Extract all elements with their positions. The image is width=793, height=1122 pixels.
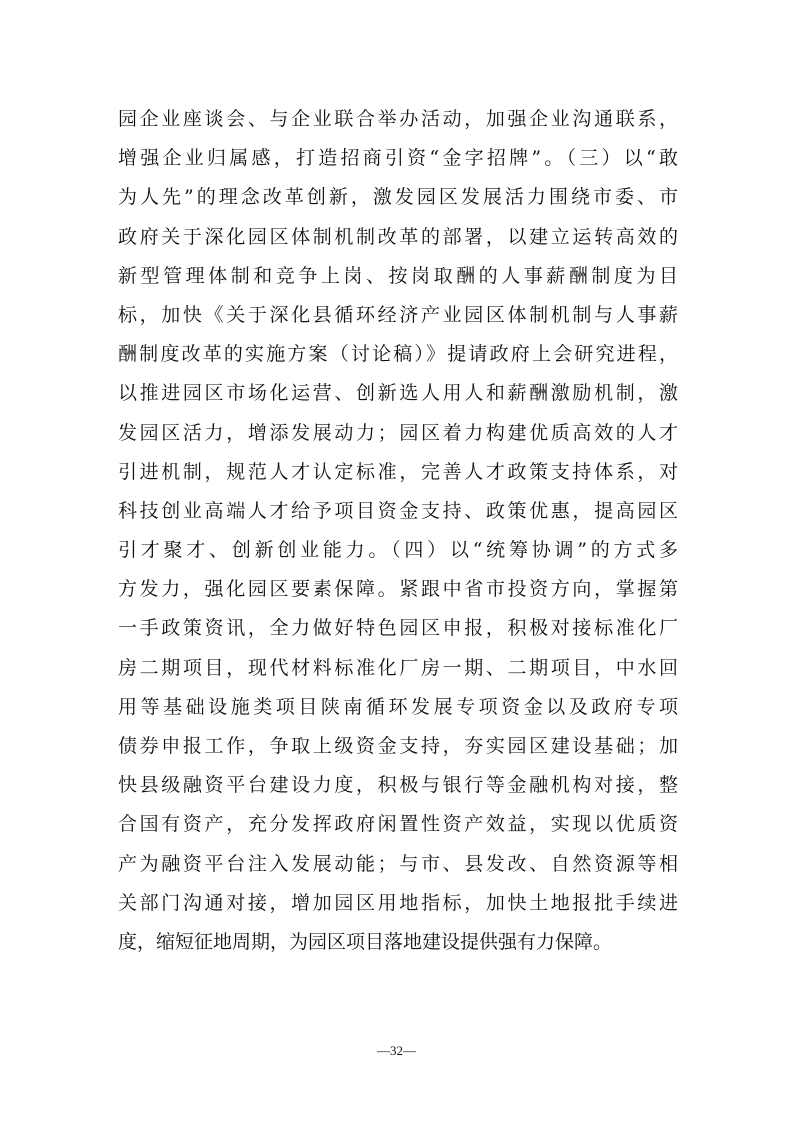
text-line: 方发力，强化园区要素保障。紧跟中省市投资方向，掌握第	[118, 578, 678, 601]
text-line: 新型管理体制和竞争上岗、按岗取酬的人事薪酬制度为目	[118, 264, 678, 287]
text-line: 科技创业高端人才给予项目资金支持、政策优惠，提高园区	[118, 499, 678, 522]
text-line: 关部门沟通对接，增加园区用地指标，加快土地报批手续进	[118, 891, 678, 914]
body-paragraph	[118, 100, 678, 962]
text-line: 用等基础设施类项目陕南循环发展专项资金以及政府专项	[118, 695, 678, 718]
text-line: 合国有资产，充分发挥政府闲置性资产效益，实现以优质资	[118, 813, 678, 836]
text-line: 发园区活力，增添发展动力；园区着力构建优质高效的人才	[118, 421, 678, 444]
text-line: 快县级融资平台建设力度，积极与银行等金融机构对接，整	[118, 774, 678, 797]
text-line: 度，缩短征地周期，为园区项目落地建设提供强有力保障。	[118, 930, 613, 953]
text-line: 政府关于深化园区体制机制改革的部署，以建立运转高效的	[118, 225, 678, 248]
text-line: 标，加快《关于深化县循环经济产业园区体制机制与人事薪	[118, 303, 678, 326]
text-line: 债券申报工作，争取上级资金支持，夯实园区建设基础；加	[118, 735, 678, 757]
text-line: 酬制度改革的实施方案（讨论稿）》提请政府上会研究进程，	[118, 343, 678, 366]
text-line: 引进机制，规范人才认定标准，完善人才政策支持体系，对	[118, 460, 678, 483]
text-line: 引才聚才、创新创业能力。（四）以“统筹协调”的方式多	[118, 539, 678, 562]
text-line: 园企业座谈会、与企业联合举办活动，加强企业沟通联系，	[118, 108, 678, 130]
text-line: 以推进园区市场化运营、创新选人用人和薪酬激励机制，激	[118, 382, 678, 405]
text-line: 产为融资平台注入发展动能；与市、县发改、自然资源等相	[118, 852, 678, 875]
page-number: —32—	[377, 1043, 416, 1058]
text-line: 房二期项目，现代材料标准化厂房一期、二期项目，中水回	[118, 656, 678, 679]
text-line: 增强企业归属感，打造招商引资“金字招牌”。（三）以“敢	[118, 147, 678, 170]
text-line: 为人先”的理念改革创新，激发园区发展活力围绕市委、市	[118, 186, 678, 209]
text-line: 一手政策资讯，全力做好特色园区申报，积极对接标准化厂	[118, 617, 678, 640]
